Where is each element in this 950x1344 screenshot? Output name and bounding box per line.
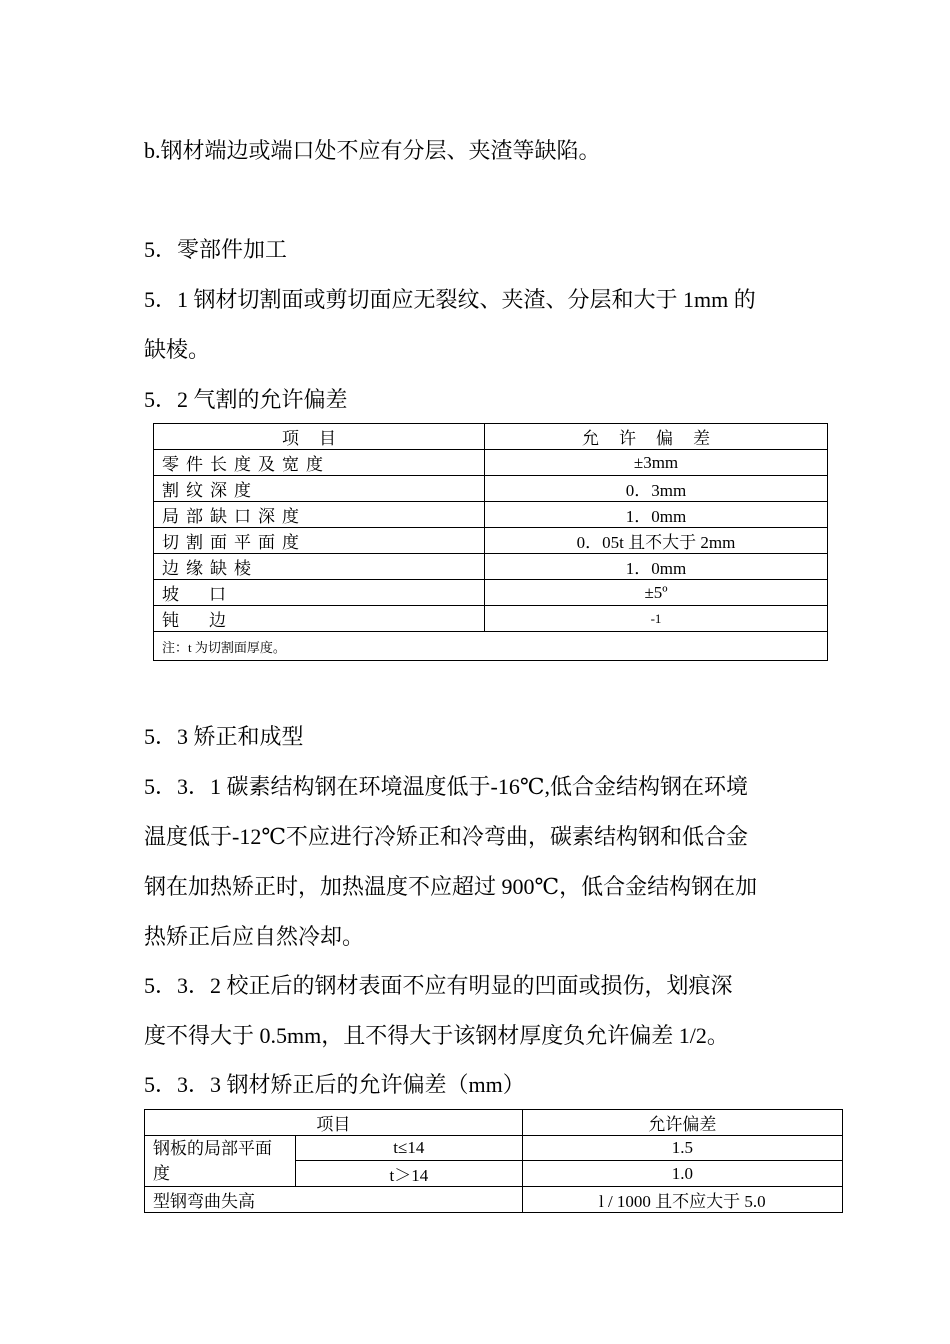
section-5-3-2-line1: 5．3．2 校正后的钢材表面不应有明显的凹面或损伤，划痕深 (144, 973, 733, 998)
table-row (154, 606, 828, 632)
table-row (154, 450, 828, 476)
table-row (154, 554, 828, 580)
section-heading-5-2: 5．2 气割的允许偏差 (144, 387, 348, 412)
row-value: 1．0mm (485, 502, 828, 528)
section-5-3-1-line3: 钢在加热矫正时，加热温度不应超过 900℃，低合金结构钢在加 (144, 874, 758, 899)
group-label-line2: 度 (153, 1164, 170, 1183)
table-row (145, 1136, 843, 1161)
row-value: -1 (485, 606, 828, 632)
row-label: 切割面平面度 (154, 528, 485, 554)
row-value: l / 1000 且不应大于 5.0 (522, 1187, 842, 1213)
table-row (154, 476, 828, 502)
row-value: 0．05t 且不大于 2mm (485, 528, 828, 554)
section-5-3-1-line2: 温度低于-12℃不应进行冷矫正和冷弯曲，碳素结构钢和低合金 (144, 824, 748, 849)
row-label: 零件长度及宽度 (154, 450, 485, 476)
section-5-1-line1: 5．1 钢材切割面或剪切面应无裂纹、夹渣、分层和大于 1mm 的 (144, 287, 756, 312)
row-value: ±3mm (485, 450, 828, 476)
row-value: ±5º (485, 580, 828, 606)
paragraph-b: b.钢材端边或端口处不应有分层、夹渣等缺陷。 (144, 138, 601, 163)
section-5-3-1-line1: 5．3．1 碳素结构钢在环境温度低于-16℃,低合金结构钢在环境 (144, 774, 748, 799)
section-5-3-2-line2: 度不得大于 0.5mm，且不得大于该钢材厚度负允许偏差 1/2。 (144, 1023, 729, 1048)
row-label: 局部缺口深度 (154, 502, 485, 528)
header-item: 项目 (154, 424, 485, 450)
table-note: 注：t 为切割面厚度。 (154, 632, 828, 661)
row-value: 0．3mm (485, 476, 828, 502)
row-value: 1.5 (522, 1136, 842, 1161)
table-row (154, 502, 828, 528)
row-condition: t＞14 (296, 1161, 523, 1187)
row-label: 型钢弯曲失高 (145, 1187, 523, 1213)
gas-cutting-tolerance-table (153, 423, 828, 661)
header-tolerance: 允许偏差 (522, 1110, 842, 1136)
row-condition: t≤14 (296, 1136, 523, 1161)
row-value: 1.0 (522, 1161, 842, 1187)
table-header-row (145, 1110, 843, 1136)
group-label-line1: 钢板的局部平面 (153, 1139, 272, 1158)
section-5-1-line2: 缺棱。 (144, 337, 211, 362)
section-heading-5-3-3: 5．3．3 钢材矫正后的允许偏差（mm） (144, 1072, 525, 1097)
row-value: 1．0mm (485, 554, 828, 580)
row-label: 钝边 (154, 606, 485, 632)
table-row (145, 1187, 843, 1213)
group-label (145, 1136, 296, 1187)
straightening-tolerance-table (144, 1109, 843, 1213)
header-tolerance: 允许偏差 (485, 424, 828, 450)
row-label: 割纹深度 (154, 476, 485, 502)
table-note-row (154, 632, 828, 661)
table-row (154, 528, 828, 554)
section-heading-5: 5．零部件加工 (144, 237, 288, 262)
table-row (154, 580, 828, 606)
section-heading-5-3: 5．3 矫正和成型 (144, 724, 304, 749)
row-label: 边缘缺棱 (154, 554, 485, 580)
table-header-row (154, 424, 828, 450)
row-label: 坡口 (154, 580, 485, 606)
header-item: 项目 (145, 1110, 523, 1136)
section-5-3-1-line4: 热矫正后应自然冷却。 (144, 924, 365, 949)
